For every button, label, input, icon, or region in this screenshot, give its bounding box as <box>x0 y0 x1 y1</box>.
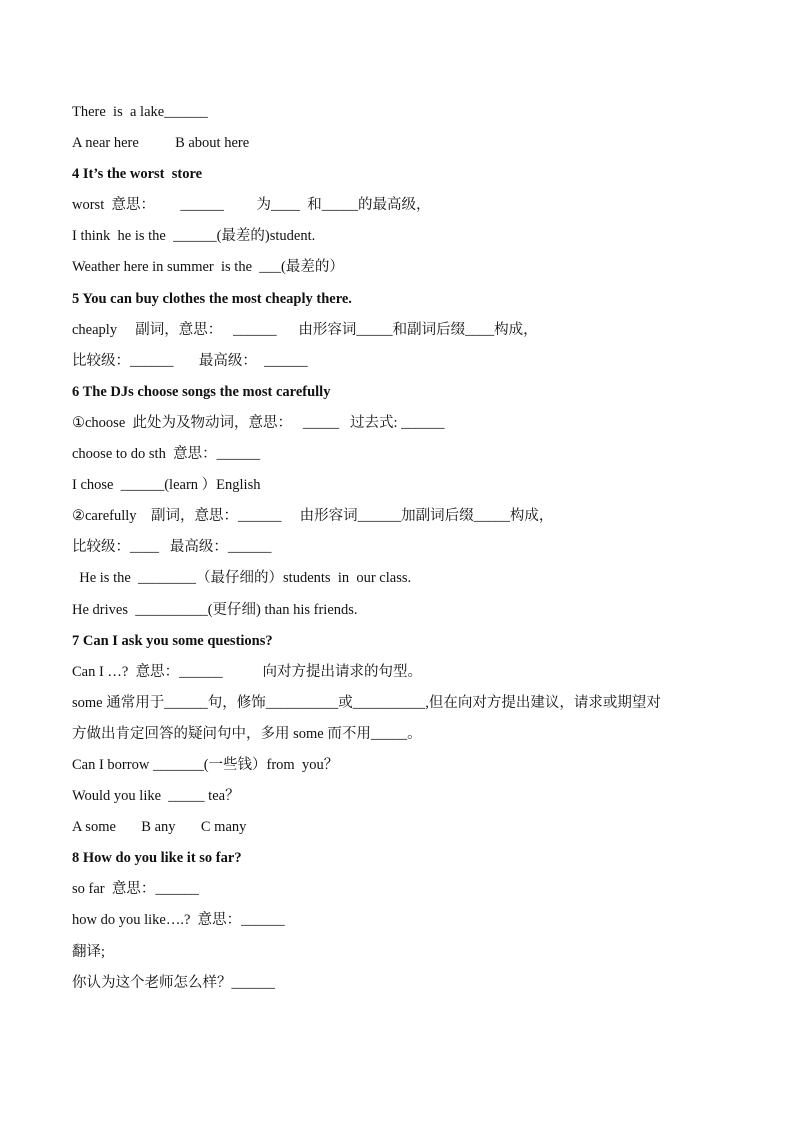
document-body <box>72 97 732 999</box>
text-line: Can I borrow _______(一些钱）from you？ <box>72 756 339 773</box>
text-line: Would you like _____ tea？ <box>72 788 240 805</box>
text-line: 比较级：____ 最高级：______ <box>72 539 272 556</box>
text-line: Weather here in summer is the ___(最差的） <box>72 259 344 276</box>
text-line: I think he is the ______(最差的)student. <box>72 228 316 245</box>
text-line: how do you like….? 意思：______ <box>72 912 285 929</box>
section-heading-6: 6 The DJs choose songs the most carefully <box>72 383 331 400</box>
options-line: A near here B about here <box>72 135 250 152</box>
text-line: some 通常用于______句，修饰__________或__________,但在向对方提出建议，请求或期望对 <box>72 694 661 711</box>
text-line: There is a lake______ <box>72 104 208 120</box>
options-line: A some B any C many <box>72 819 247 836</box>
text-line: choose to do sth 意思：______ <box>72 446 261 463</box>
text-line: ①choose 此处为及物动词，意思： _____ 过去式: ______ <box>72 414 445 431</box>
text-line: worst 意思： ______ 为____ 和_____的最高级， <box>72 197 431 214</box>
text-line: 方做出肯定回答的疑问句中，多用 some 而不用_____。 <box>72 725 422 742</box>
text-line: 翻译; <box>72 943 106 960</box>
section-heading-5: 5 You can buy clothes the most cheaply there. <box>72 290 352 307</box>
section-heading-4: 4 It’s the worst store <box>72 166 203 183</box>
section-heading-7: 7 Can I ask you some questions? <box>72 632 273 649</box>
text-line: so far 意思：______ <box>72 881 199 898</box>
text-line: I chose ______(learn ）English <box>72 477 261 494</box>
text-line: 比较级：______ 最高级： ______ <box>72 352 308 369</box>
text-line: Can I …? 意思：______ 向对方提出请求的句型。 <box>72 663 422 680</box>
text-line: cheaply 副词，意思： ______ 由形容词_____和副词后缀____构成， <box>72 321 538 338</box>
text-line: He drives __________(更仔细) than his friends. <box>72 601 358 618</box>
text-line: He is the ________（最仔细的）students in our class. <box>72 570 412 587</box>
text-line: ②carefully 副词，意思：______ 由形容词______加副词后缀_____构成， <box>72 508 554 525</box>
section-heading-8: 8 How do you like it so far? <box>72 850 242 867</box>
text-line: 你认为这个老师怎么样？______ <box>72 974 275 991</box>
